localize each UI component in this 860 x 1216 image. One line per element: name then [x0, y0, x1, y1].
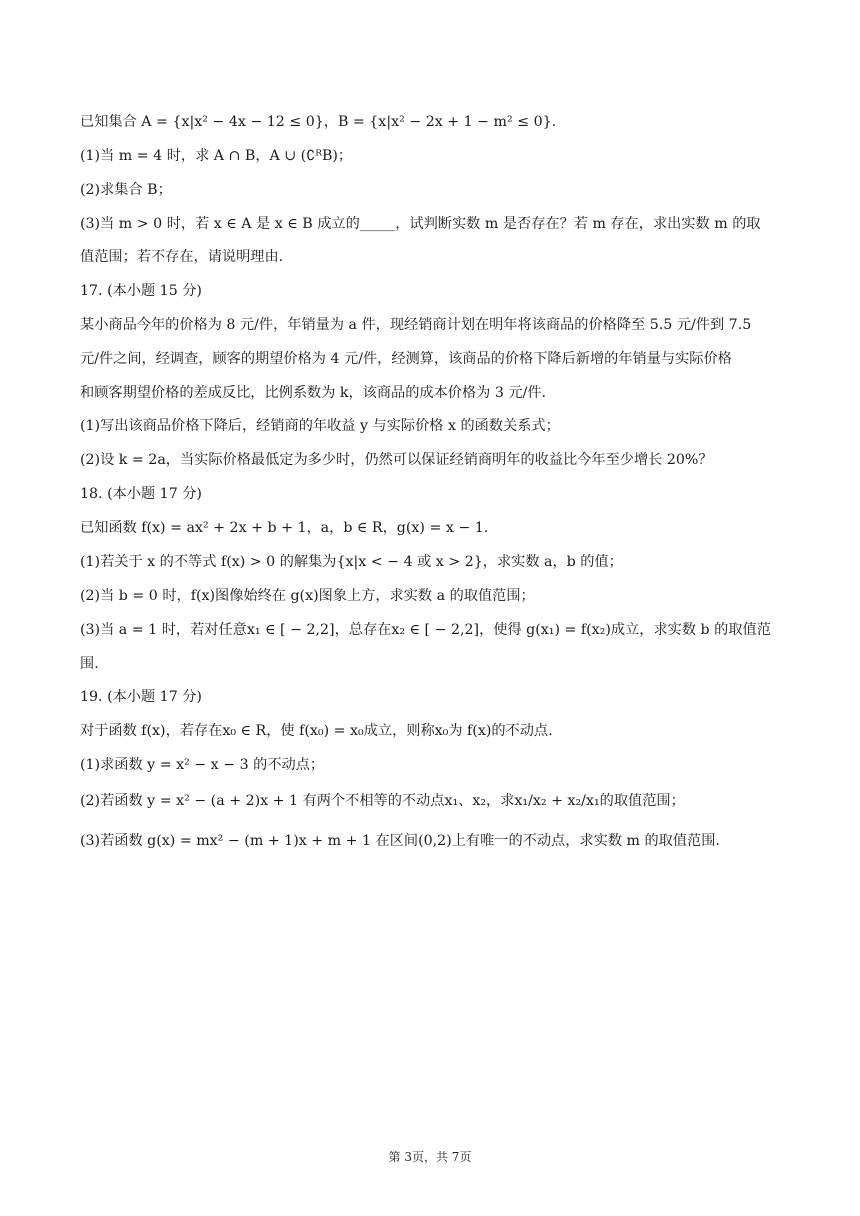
problem-16-part-3-cont: 值范围；若不存在，请说明理由. [80, 249, 284, 265]
problem-19-part-2: (2)若函数 y = x² − (a + 2)x + 1 有两个不相等的不动点x₁、x₂，求x₁/x₂ + x₂/x₁的取值范围； [80, 793, 685, 809]
problem-18-heading: 18. (本小题 17 分) [80, 486, 202, 502]
problem-16-part-1: (1)当 m = 4 时，求 A ∩ B，A ∪ (∁ᴿB)； [80, 148, 353, 164]
problem-19-statement: 对于函数 f(x)，若存在x₀ ∈ R，使 f(x₀) = x₀成立，则称x₀为 f(x)的不动点. [80, 723, 553, 739]
problem-17-statement: 某小商品今年的价格为 8 元/件，年销量为 a 件，现经销商计划在明年将该商品的价格降至 5.5 元/件到 7.5 [80, 317, 752, 333]
problem-17-statement-cont-2: 和顾客期望价格的差成反比，比例系数为 k，该商品的成本价格为 3 元/件. [80, 385, 547, 401]
problem-19-part-3: (3)若函数 g(x) = mx² − (m + 1)x + m + 1 在区间(0,2)上有唯一的不动点，求实数 m 的取值范围. [80, 833, 720, 849]
problem-18-part-3-cont: 围. [80, 656, 99, 672]
problem-16-part-2: (2)求集合 B； [80, 182, 172, 198]
problem-18-part-2: (2)当 b = 0 时，f(x)图像始终在 g(x)图象上方，求实数 a 的取值范围； [80, 588, 535, 604]
problem-19-part-1: (1)求函数 y = x² − x − 3 的不动点； [80, 757, 325, 773]
problem-17-part-2: (2)设 k = 2a，当实际价格最低定为多少时，仍然可以保证经销商明年的收益比今年至少增长 20%？ [80, 452, 713, 468]
problem-17-part-1: (1)写出该商品价格下降后，经销商的年收益 y 与实际价格 x 的函数关系式； [80, 418, 560, 434]
problem-18-part-3: (3)当 a = 1 时，若对任意x₁ ∈ [ − 2,2]，总存在x₂ ∈ [ − 2,2]，使得 g(x₁) = f(x₂)成立，求实数 b 的取值范 [80, 622, 771, 638]
problem-19-heading: 19. (本小题 17 分) [80, 689, 202, 705]
problem-17-statement-cont-1: 元/件之间，经调查，顾客的期望价格为 4 元/件，经测算，该商品的价格下降后新增的年销量与实际价格 [80, 351, 732, 367]
page-number-footer: 第 3页，共 7页 [388, 1150, 472, 1164]
problem-18-part-1: (1)若关于 x 的不等式 f(x) > 0 的解集为{x|x < − 4 或 x > 2}，求实数 a，b 的值； [80, 554, 623, 570]
problem-18-statement: 已知函数 f(x) = ax² + 2x + b + 1，a，b ∈ R，g(x) = x − 1. [80, 520, 489, 536]
problem-17-heading: 17. (本小题 15 分) [80, 283, 202, 299]
problem-16-part-3: (3)当 m > 0 时，若 x ∈ A 是 x ∈ B 成立的_____，试判断实数 m 是否存在？若 m 存在，求出实数 m 的取 [80, 216, 761, 232]
problem-16-statement: 已知集合 A = {x|x² − 4x − 12 ≤ 0}，B = {x|x² − 2x + 1 − m² ≤ 0}. [80, 114, 557, 130]
